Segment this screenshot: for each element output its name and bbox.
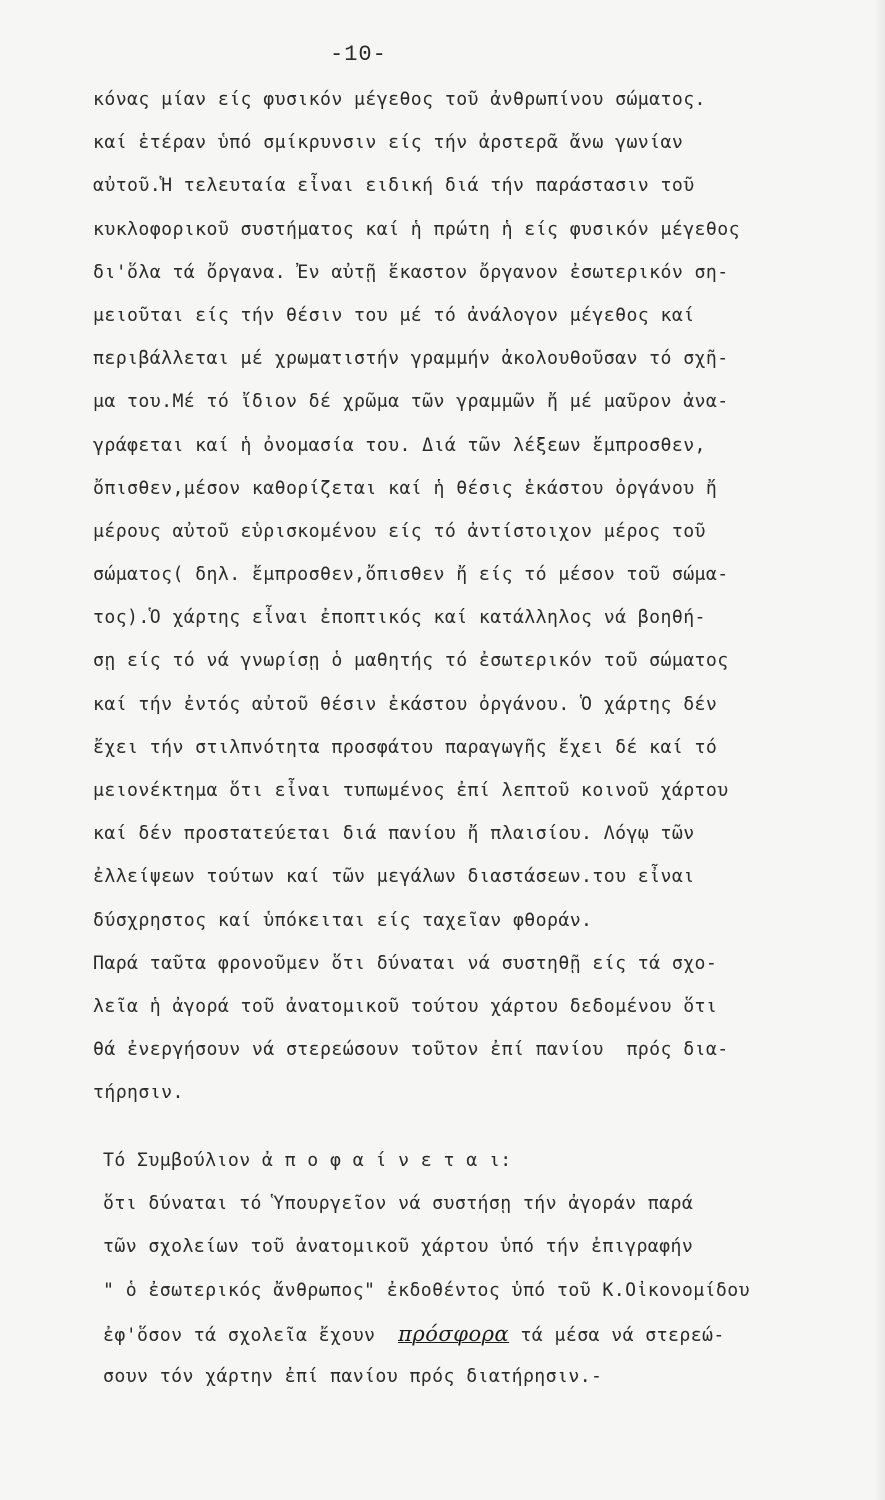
text-line: θά ἐνεργήσουν νά στερεώσουν τοῦτον ἐπί πανίου πρός δια- [93,1039,729,1061]
text-line: καί τήν ἐντός αὐτοῦ θέσιν ἑκάστου ὀργάνου. Ὁ χάρτης δέν [93,693,718,715]
text-line: δι'ὅλα τά ὄργανα. Ἐν αὐτῇ ἕκαστον ὄργανον ἐσωτερικόν ση- [93,261,729,283]
text-line: μειονέκτημα ὅτι εἶναι τυπωμένος ἐπί λεπτοῦ κοινοῦ χάρτου [93,780,729,801]
text-line: περιβάλλεται μέ χρωματιστήν γραμμήν ἀκολουθοῦσαν τό σχῆ- [93,348,729,370]
text-line: ἐλλείψεων τούτων καί τῶν μεγάλων διαστάσεων.του εἶναι [93,866,695,888]
text-line: καί ἑτέραν ὑπό σμίκρυνσιν είς τήν ἀρστερᾶ ἄνω γωνίαν [93,132,684,154]
handwritten-insertion: πρόσφορα [398,1321,510,1346]
text-line: καί δέν προστατεύεται διά πανίου ἤ πλαισίου. Λόγῳ τῶν [93,823,695,845]
text-segment: ἐφ'ὅσον τά σχολεῖα ἔχουν [103,1324,399,1346]
text-line: σῃ είς τό νά γνωρίσῃ ὁ μαθητής τό ἐσωτερικόν τοῦ σώματος [93,650,729,672]
text-line: τος).Ὁ χάρτης εἶναι ἐποπτικός καί κατάλληλος νά βοηθή- [93,607,706,629]
council-decision [103,1140,873,1399]
text-line: κυκλοφορικοῦ συστήματος καί ἡ πρώτη ἡ είς φυσικόν μέγεθος [93,218,740,240]
page-edge-shadow [875,0,885,1500]
text-line: μειοῦται είς τήν θέσιν του μέ τό ἀνάλογον μέγεθος καί [93,304,695,326]
text-line: δύσχρηστος καί ὑπόκειται είς ταχεῖαν φθοράν. [93,909,593,931]
text-line: μέρους αὐτοῦ εὑρισκομένου είς τό ἀντίστοιχον μέρος τοῦ [93,520,706,542]
text-line: " ὁ ἐσωτερικός ἄνθρωπος" ἐκδοθέντος ὑπό τοῦ Κ.Οἰκονομίδου [103,1279,750,1301]
decision-heading: Τό Συμβούλιον ἀ π ο φ α ί ν ε τ α ι: [103,1150,512,1171]
text-line: ἔχει τήν στιλπνότητα προσφάτου παραγωγῆς ἔχει δέ καί τό [93,736,718,758]
text-line: ὄπισθεν,μέσον καθορίζεται καί ἡ θέσις ἑκάστου ὀργάνου ἤ [93,477,718,499]
text-line [103,1313,873,1356]
text-line: τῶν σχολείων τοῦ ἀνατομικοῦ χάρτου ὑπό τήν ἐπιγραφήν [103,1236,694,1258]
text-line: σώματος( δηλ. ἔμπροσθεν,ὄπισθεν ἤ είς τό μέσον τοῦ σώμα- [93,564,729,586]
text-line: σουν τόν χάρτην ἐπί πανίου πρός διατήρησιν.- [103,1365,603,1387]
text-line: Παρά ταῦτα φρονοῦμεν ὅτι δύναται νά συστηθῇ είς τά σχο- [93,952,718,974]
text-line: ὅτι δύναται τό Ὑπουργεῖον νά συστήσῃ τήν ἀγοράν παρά [103,1193,694,1215]
text-segment: τά μέσα νά στερεώ- [509,1324,725,1346]
text-line: λεῖα ἡ ἀγορά τοῦ ἀνατομικοῦ τούτου χάρτου δεδομένου ὅτι [93,995,718,1017]
body-paragraph [93,78,863,1115]
text-line: μα του.Μέ τό ἴδιον δέ χρῶμα τῶν γραμμῶν ἤ μέ μαῦρον ἀνα- [93,391,729,413]
text-line: κόνας μίαν είς φυσικόν μέγεθος τοῦ ἀνθρωπίνου σώματος. [93,89,706,110]
page-number: -10- [330,42,387,67]
text-line: αὐτοῦ.Ἡ τελευταία εἶναι ειδική διά τήν παράστασιν τοῦ [93,175,695,197]
text-line: τήρησιν. [93,1082,184,1104]
text-line: γράφεται καί ἡ ὀνομασία του. Διά τῶν λέξεων ἔμπροσθεν, [93,434,706,456]
